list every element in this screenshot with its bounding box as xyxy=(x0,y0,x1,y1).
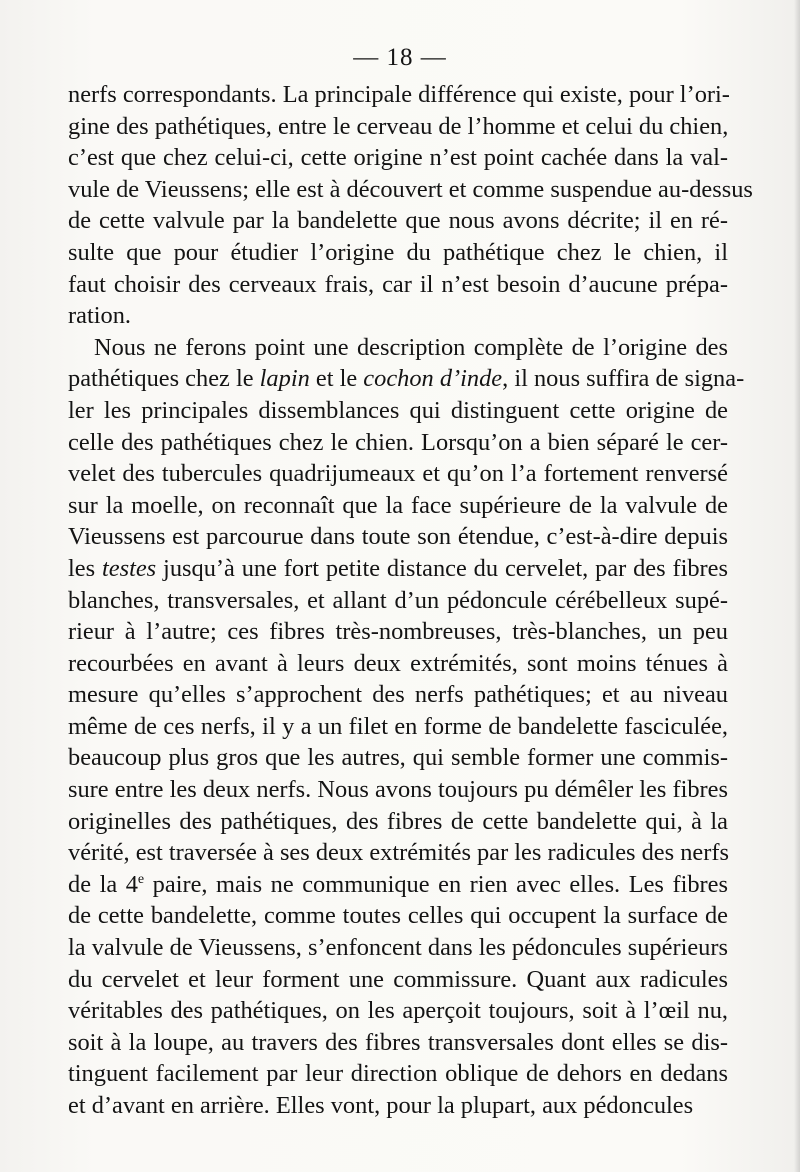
text-line: beaucoup plus gros que les autres, qui semble former une commis- xyxy=(68,744,728,772)
text-line: sure entre les deux nerfs. Nous avons toujours pu démêler les fibres xyxy=(68,776,728,804)
text-line: velet des tubercules quadrijumeaux et qu’on l’a fortement renversé xyxy=(68,460,728,488)
text-line: de cette valvule par la bandelette que nous avons décrite; il en ré- xyxy=(68,207,728,235)
italic-term: testes xyxy=(101,554,157,582)
text-line: ler les principales dissemblances qui distinguent cette origine de xyxy=(68,396,728,424)
page-number: — 18 — xyxy=(353,44,447,71)
text-line: véritables des pathétiques, on les aperçoit toujours, soit à l’œil nu, xyxy=(68,997,728,1025)
text-line: de la 4e paire, mais ne communique en rien avec elles. Les fibres xyxy=(68,870,728,898)
text-line: les testes jusqu’à une fort petite distance du cervelet, par des fibres xyxy=(68,554,728,582)
text-line: vule de Vieussens; elle est à découvert et comme suspendue au-dessus xyxy=(68,175,753,203)
paragraph xyxy=(68,332,745,1122)
text-line: même de ces nerfs, il y a un filet en forme de bandelette fasciculée, xyxy=(68,712,728,740)
text-line: gine des pathétiques, entre le cerveau de l’homme et celui du chien, xyxy=(68,112,729,140)
text-line: originelles des pathétiques, des fibres de cette bandelette qui, à la xyxy=(68,807,728,835)
superscript: e xyxy=(137,871,145,887)
text-line: du cervelet et leur forment une commissure. Quant aux radicules xyxy=(68,965,728,993)
text-line: faut choisir des cerveaux frais, car il n’est besoin d’aucune prépa- xyxy=(68,270,728,298)
text-line: mesure qu’elles s’approchent des nerfs pathétiques; et au niveau xyxy=(68,681,728,709)
text-line: sulte que pour étudier l’origine du pathétique chez le chien, il xyxy=(68,238,728,266)
text-line: la valvule de Vieussens, s’enfoncent dans les pédoncules supérieurs xyxy=(68,934,728,962)
text-line: ration. xyxy=(68,302,131,330)
text-line: rieur à l’autre; ces fibres très-nombreuses, très-blanches, un peu xyxy=(68,618,728,646)
text-line: Vieussens est parcourue dans toute son étendue, c’est-à-dire depuis xyxy=(68,523,728,551)
text-line: c’est que chez celui-ci, cette origine n’est point cachée dans la val- xyxy=(68,144,728,172)
text-line: nerfs correspondants. La principale différence qui existe, pour l’ori- xyxy=(68,81,730,108)
text-line: pathétiques chez le lapin et le cochon d’inde, il nous suffira de signa- xyxy=(68,365,745,393)
text-line: recourbées en avant à leurs deux extrémités, sont moins ténues à xyxy=(68,649,728,677)
text-line: tinguent facilement par leur direction oblique de dehors en dedans xyxy=(68,1060,728,1088)
text-line: vérité, est traversée à ses deux extrémités par les radicules des nerfs xyxy=(68,839,729,867)
text-line: Nous ne ferons point une description complète de l’origine des xyxy=(94,333,728,361)
text-line: sur la moelle, on reconnaît que la face supérieure de la valvule de xyxy=(68,491,728,519)
italic-term: cochon d’inde xyxy=(363,365,503,393)
paragraph xyxy=(68,79,753,332)
text-line: de cette bandelette, comme toutes celles qui occupent la surface de xyxy=(68,902,728,930)
text-line: celle des pathétiques chez le chien. Lorsqu’on a bien séparé le cer- xyxy=(68,428,728,456)
text-line: et d’avant en arrière. Elles vont, pour la plupart, aux pédoncules xyxy=(68,1092,694,1119)
page-edge-shadow xyxy=(794,0,800,1172)
text-line: soit à la loupe, au travers des fibres transversales dont elles se dis- xyxy=(68,1028,728,1056)
body-text xyxy=(68,79,753,1122)
italic-term: lapin xyxy=(259,365,310,393)
text-line: blanches, transversales, et allant d’un pédoncule cérébelleux supé- xyxy=(68,586,728,614)
